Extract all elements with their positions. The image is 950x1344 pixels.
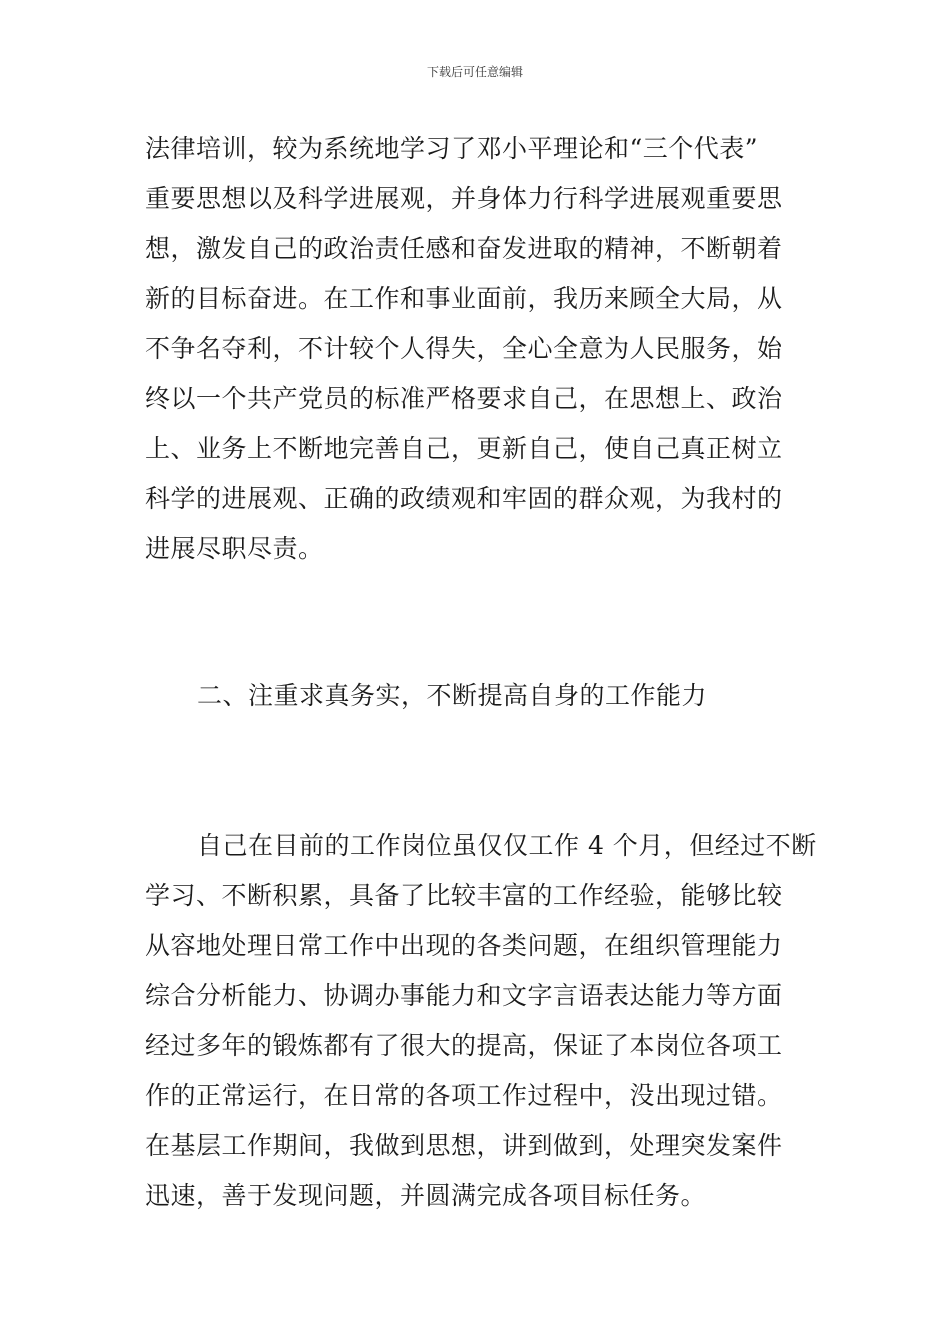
section-heading [145, 671, 815, 721]
paragraph-line: 进展尽职尽责。 [145, 534, 324, 563]
paragraph-line: 法律培训，较为系统地学习了邓小平理论和“三个代表” [145, 134, 759, 163]
paragraph-line: 新的目标奋进。在工作和事业面前，我历来顾全大局，从 [145, 284, 783, 313]
paragraph-line: 综合分析能力、协调办事能力和文字言语表达能力等方面 [145, 981, 783, 1010]
section-heading-text: 二、注重求真务实，不断提高自身的工作能力 [197, 681, 708, 710]
page-header-note: 下载后可任意编辑 [426, 65, 523, 79]
paragraph-line: 学习、不断积累，具备了比较丰富的工作经验，能够比较 [145, 881, 783, 910]
paragraph-line: 在基层工作期间，我做到思想，讲到做到，处理突发案件 [145, 1131, 783, 1160]
paragraph-line: 科学的进展观、正确的政绩观和牢固的群众观，为我村的 [145, 484, 783, 513]
paragraph-line: 自己在目前的工作岗位虽仅仅工作 4 个月，但经过不断 [197, 831, 817, 860]
paragraph-line: 从容地处理日常工作中出现的各类问题，在组织管理能力 [145, 931, 783, 960]
paragraph-line: 经过多年的锻炼都有了很大的提高，保证了本岗位各项工 [145, 1031, 783, 1060]
paragraph-line: 作的正常运行，在日常的各项工作过程中，没出现过错。 [145, 1081, 783, 1110]
paragraph-line: 迅速，善于发现问题，并圆满完成各项目标任务。 [145, 1181, 707, 1210]
paragraph-line: 想，激发自己的政治责任感和奋发进取的精神，不断朝着 [145, 234, 783, 263]
paragraph-1 [145, 124, 815, 574]
paragraph-line: 不争名夺利，不计较个人得失，全心全意为人民服务，始 [145, 334, 783, 363]
paragraph-line: 上、业务上不断地完善自己，更新自己，使自己真正树立 [145, 434, 783, 463]
paragraph-line: 重要思想以及科学进展观，并身体力行科学进展观重要思 [145, 184, 783, 213]
paragraph-line: 终以一个共产党员的标准严格要求自己，在思想上、政治 [145, 384, 783, 413]
paragraph-2 [145, 821, 815, 1221]
